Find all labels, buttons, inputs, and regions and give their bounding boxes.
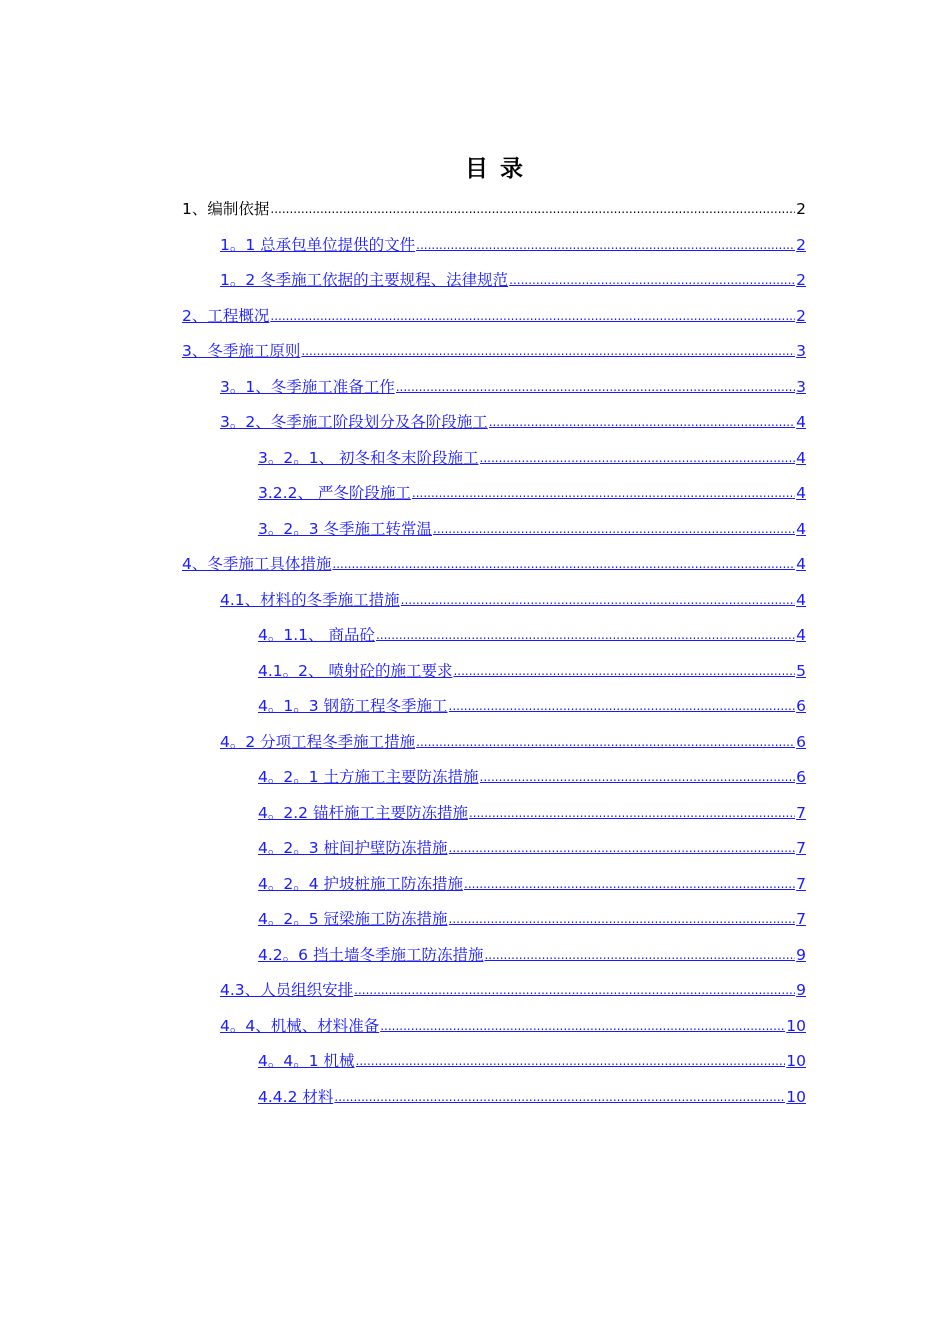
toc-leader-dots [480,767,796,787]
toc-leader-dots [449,696,796,716]
toc-page-number: 4 [796,590,806,609]
toc-title: 目 录 [464,155,525,182]
toc-leader-dots [380,1016,785,1036]
toc-leader-dots [449,838,796,858]
toc-leader-dots [412,483,795,503]
toc-entry-label: 4。1。3 钢筋工程冬季施工 [258,697,448,715]
toc-page-number: 4 [796,519,806,538]
toc-page-number: 4 [796,626,806,644]
toc-page-number: 4 [796,555,806,573]
toc-entry-label: 3.2.2、 严冬阶段施工 [258,484,411,502]
toc-entry-label: 3。2。3 冬季施工转常温 [258,519,433,538]
toc-entry[interactable] [258,905,806,929]
toc-entry-label: 1、编制依据 [182,200,270,218]
toc-page-number: 9 [796,945,806,964]
toc-entry[interactable] [220,976,806,1000]
toc-entry[interactable] [220,728,806,752]
toc-leader-dots [354,980,795,1000]
toc-leader-dots [453,661,795,681]
toc-leader-dots [484,945,795,965]
toc-page-number: 2 [796,271,806,289]
toc-entry-label: 3。2。1、 初冬和冬末阶段施工 [258,448,479,467]
toc-entry-label: 4.1。2、 喷射砼的施工要求 [258,661,453,680]
toc-leader-dots [332,554,795,574]
toc-entry[interactable] [220,231,806,255]
toc-entry[interactable] [258,870,806,894]
toc-entry[interactable] [182,302,806,326]
toc-leader-dots [334,1087,785,1107]
toc-page-number: 3 [796,377,806,396]
toc-entry[interactable] [258,941,806,965]
toc-entry-label: 3、冬季施工原则 [182,342,301,360]
toc-leader-dots [433,519,795,539]
toc-entry-label: 4。2。4 护坡桩施工防冻措施 [258,874,464,893]
toc-entry-label: 4、冬季施工具体措施 [182,555,332,573]
toc-leader-dots [416,235,795,255]
toc-entry[interactable] [220,1012,806,1036]
toc-entry-label: 4.1、材料的冬季施工措施 [220,590,400,609]
toc-page-number: 6 [796,697,806,715]
toc-entry-label: 4。2。3 桩间护壁防冻措施 [258,839,448,857]
toc-entry[interactable] [258,1083,806,1107]
toc-entry[interactable] [220,586,806,610]
toc-leader-dots [489,412,795,432]
toc-entry-label: 4.3、人员组织安排 [220,981,354,999]
toc-leader-dots [480,448,796,468]
toc-page-number: 4 [796,413,806,431]
toc-entry-label: 4。1.1、 商品砼 [258,626,375,644]
toc-entry[interactable] [258,444,806,468]
toc-leader-dots [449,909,796,929]
toc-entry[interactable] [258,763,806,787]
toc-entry-label: 1。1 总承包单位提供的文件 [220,235,416,254]
toc-entry-label: 4。4。1 机械 [258,1052,355,1070]
toc-entry-label: 4.4.2 材料 [258,1087,334,1106]
toc-page-number: 2 [796,200,806,218]
toc-entry-label: 4。2 分项工程冬季施工措施 [220,732,416,751]
toc-page-number: 10 [786,1087,806,1106]
toc-entry-label: 4。4、机械、材料准备 [220,1016,380,1035]
toc-page-number: 3 [796,342,806,360]
toc-page-number: 6 [796,768,806,786]
toc-entry[interactable] [258,479,806,503]
toc-leader-dots [401,590,795,610]
toc-page-number: 5 [796,661,806,680]
toc-page-number: 10 [786,1016,806,1035]
toc-entry-label: 2、工程概况 [182,306,270,325]
toc-leader-dots [301,341,795,361]
toc-leader-dots [509,270,795,290]
toc-entry[interactable] [220,373,806,397]
toc-entry[interactable] [258,692,806,716]
toc-entry[interactable] [258,657,806,681]
toc-leader-dots [376,625,795,645]
toc-leader-dots [469,803,795,823]
toc-entry-label: 3。1、冬季施工准备工作 [220,377,395,396]
toc-entry[interactable] [182,550,806,574]
toc-leader-dots [270,306,795,326]
toc-page-number: 7 [796,803,806,822]
toc-entry[interactable] [258,1047,806,1071]
toc-leader-dots [356,1051,786,1071]
toc-entry[interactable] [220,266,806,290]
toc-page-number: 2 [796,306,806,325]
toc-entry-label: 3。2、冬季施工阶段划分及各阶段施工 [220,413,488,431]
toc-entry-label: 4。2.2 锚杆施工主要防冻措施 [258,803,468,822]
toc-entry[interactable] [258,515,806,539]
toc-entry [182,195,806,219]
toc-page-number: 2 [796,235,806,254]
toc-leader-dots [464,874,795,894]
toc-entry[interactable] [258,621,806,645]
toc-page-number: 7 [796,874,806,893]
toc-leader-dots [416,732,795,752]
toc-entry[interactable] [220,408,806,432]
toc-entry-label: 4.2。6 挡土墙冬季施工防冻措施 [258,945,484,964]
toc-entry[interactable] [182,337,806,361]
toc-leader-dots [396,377,795,397]
toc-page-number: 9 [796,981,806,999]
toc-page-number: 4 [796,448,806,467]
toc-leader-dots [270,199,795,219]
toc-page-number: 7 [796,839,806,857]
toc-entry-label: 4。2。5 冠梁施工防冻措施 [258,910,448,928]
toc-entry-label: 1。2 冬季施工依据的主要规程、法律规范 [220,271,509,289]
toc-entry-label: 4。2。1 土方施工主要防冻措施 [258,768,479,786]
toc-entry[interactable] [258,834,806,858]
toc-entry[interactable] [258,799,806,823]
toc-page-number: 10 [786,1052,806,1070]
toc-page-number: 7 [796,910,806,928]
toc-page-number: 4 [796,484,806,502]
toc-page-number: 6 [796,732,806,751]
